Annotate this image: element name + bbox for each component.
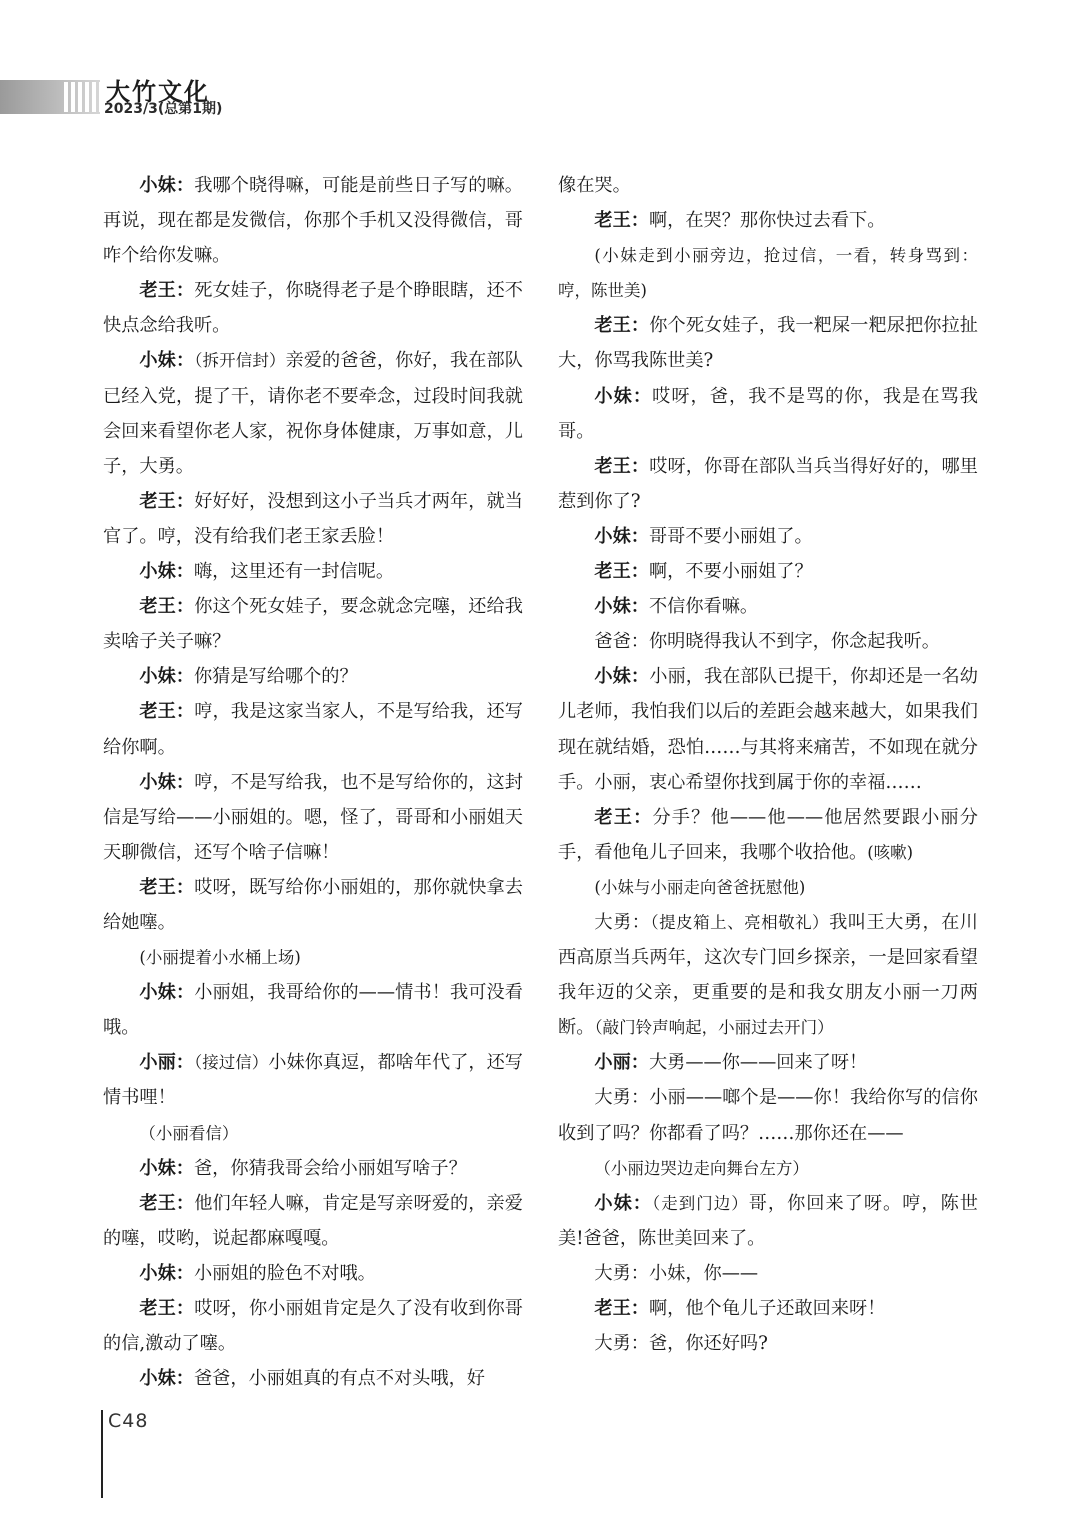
speaker-name: 小丽： <box>594 1052 649 1074</box>
script-paragraph <box>558 379 978 449</box>
script-paragraph <box>103 940 523 975</box>
script-paragraph <box>103 870 523 940</box>
script-paragraph <box>558 1291 978 1326</box>
stage-direction: (小丽提着小水桶上场) <box>139 948 301 968</box>
speaker-name: 爸爸： <box>594 631 649 653</box>
script-paragraph <box>558 519 978 554</box>
speaker-name: 小妹： <box>139 666 194 688</box>
speaker-name: 老王： <box>139 701 195 723</box>
speaker-name: 小妹： <box>594 1192 652 1214</box>
dialogue-text: 分手？他——他——他居然要跟小丽分手，看他龟儿子回来，我哪个收拾他。 <box>558 806 978 863</box>
dialogue-text: 哎呀，你哥在部队当兵当得好好的，哪里惹到你了? <box>558 455 978 512</box>
speaker-name: 老王： <box>139 876 195 898</box>
dialogue-text: 哎呀，既写给你小丽姐的，那你就快拿去给她噻。 <box>103 876 523 933</box>
right-column <box>558 168 978 1361</box>
script-paragraph <box>103 659 523 694</box>
speaker-name: 老王： <box>139 1298 195 1319</box>
page-number: C48 <box>108 1410 149 1432</box>
dialogue-text: 爸，你还好吗? <box>648 1333 768 1355</box>
dialogue-text: 哥哥不要小丽姐了。 <box>648 525 813 547</box>
speaker-name: 小妹： <box>139 350 195 372</box>
script-paragraph <box>103 589 523 659</box>
speaker-name: 老王： <box>594 1298 649 1319</box>
script-paragraph <box>558 1256 978 1291</box>
dialogue-text: 他们年轻人嘛，肯定是写亲呀爱的，亲爱的噻，哎哟，说起都麻嘎嘎。 <box>103 1192 523 1249</box>
speaker-name: 小妹： <box>139 771 195 793</box>
issue-number: 2023/3(总第1期) <box>104 101 223 117</box>
speaker-name: 大勇： <box>594 1333 649 1355</box>
dialogue-text: 你个死女娃子，我一粑屎一粑尿把你拉扯大，你骂我陈世美? <box>558 315 978 372</box>
speaker-name: 小丽： <box>139 1052 194 1074</box>
dialogue-text: 大勇——你——回来了呀！ <box>648 1052 868 1074</box>
dialogue-text: 小丽，我在部队已提干，你却还是一名幼儿老师，我怕我们以后的差距会越来越大，如果我们现在就结婚，恐怕……与其将来痛苦，不如现在就分手。小丽，衷心希望你找到属于你的幸福…… <box>558 666 978 793</box>
speaker-name: 小妹： <box>594 666 650 688</box>
page-number-rule <box>101 1410 103 1498</box>
dialogue-text: 哼，我是这家当家人，不是写给我，还写给你啊。 <box>103 701 523 758</box>
speaker-name: 小妹： <box>139 1262 194 1284</box>
speaker-name: 老王： <box>139 280 195 302</box>
stage-direction: （敲门铃声响起，小丽过去开门） <box>594 1018 834 1038</box>
speaker-name: 大勇： <box>594 911 651 933</box>
stage-direction: （提皮箱上、亮相敬礼） <box>650 912 830 932</box>
dialogue-text: 亲爱的爸爸，你好，我在部队已经入党，提了干，请你老不要牵念，过段时间我就会回来看望你老人家，祝你身体健康，万事如意，儿子，大勇。 <box>103 350 523 477</box>
dialogue-text: 我叫王大勇，在川西高原当兵两年，这次专门回乡探亲，一是回家看望我年迈的父亲，更重要的是和我女朋友小丽一刀两断。 <box>558 911 978 1039</box>
script-paragraph <box>103 484 523 554</box>
dialogue-text: 好好好，没想到这小子当兵才两年，就当官了。哼，没有给我们老王家丢脸！ <box>103 490 523 547</box>
script-paragraph <box>103 765 523 870</box>
script-paragraph <box>558 308 978 378</box>
script-paragraph <box>558 203 978 238</box>
script-paragraph <box>103 343 523 483</box>
dialogue-text: 不信你看嘛。 <box>648 596 759 618</box>
header-stripes <box>64 82 103 112</box>
dialogue-text: 像在哭。 <box>558 175 631 196</box>
script-paragraph <box>103 1151 523 1186</box>
stage-direction: （走到门边） <box>651 1193 749 1213</box>
stage-direction: （小丽边哭边走向舞台左方） <box>594 1158 809 1178</box>
dialogue-text: 嗨，这里还有一封信呢。 <box>193 561 395 583</box>
script-paragraph <box>558 168 978 203</box>
dialogue-text: 小丽姐，我哥给你的——情书！我可没看哦。 <box>103 982 523 1039</box>
script-paragraph <box>103 1116 523 1151</box>
script-paragraph <box>103 1045 523 1115</box>
dialogue-text: 你明晓得我认不到字，你念起我听。 <box>648 631 940 653</box>
script-paragraph <box>558 624 978 659</box>
stage-direction: （拆开信封） <box>194 351 286 371</box>
script-paragraph <box>103 1361 523 1396</box>
speaker-name: 小妹： <box>139 982 195 1004</box>
script-paragraph <box>103 694 523 764</box>
dialogue-text: 小丽姐的脸色不对哦。 <box>193 1262 376 1284</box>
dialogue-text: 哼，不是写给我，也不是写给你的，这封信是写给——小丽姐的。嗯，怪了，哥哥和小丽姐天天聊微信，还写个啥子信嘛！ <box>103 771 523 863</box>
speaker-name: 大勇： <box>594 1262 649 1284</box>
script-paragraph <box>103 168 523 273</box>
dialogue-text: 爸爸，小丽姐真的有点不对头哦，好 <box>193 1368 485 1390</box>
stage-direction: (小妹走到小丽旁边，抢过信，一看，转身骂到：哼，陈世美) <box>558 246 978 301</box>
stage-direction: （小丽看信） <box>139 1123 239 1143</box>
speaker-name: 小妹： <box>139 175 195 196</box>
dialogue-text: 哎呀，你小丽姐肯定是久了没有收到你哥的信,激动了噻。 <box>103 1298 523 1355</box>
speaker-name: 老王： <box>139 1192 195 1214</box>
dialogue-text: 你猜是写给哪个的？ <box>193 666 358 688</box>
speaker-name: 老王： <box>139 490 195 512</box>
dialogue-text: 你这个死女娃子，要念就念完噻，还给我卖啥子关子嘛？ <box>103 596 523 653</box>
script-paragraph <box>103 975 523 1045</box>
speaker-name: 小妹： <box>139 1368 194 1390</box>
dialogue-text: 哥，你回来了呀。哼，陈世美!爸爸，陈世美回来了。 <box>558 1192 978 1249</box>
speaker-name: 大勇： <box>594 1087 650 1109</box>
speaker-name: 小妹： <box>594 525 649 547</box>
script-paragraph <box>558 870 978 905</box>
stage-direction: （接过信） <box>193 1053 269 1073</box>
speaker-name: 老王： <box>594 561 649 583</box>
script-paragraph <box>103 1291 523 1361</box>
left-column <box>103 168 523 1396</box>
script-paragraph <box>558 238 978 308</box>
speaker-name: 老王： <box>594 455 650 477</box>
magazine-title: 大竹文化 <box>106 77 210 106</box>
speaker-name: 老王： <box>594 806 653 828</box>
script-paragraph <box>558 1080 978 1150</box>
script-paragraph <box>558 1186 978 1256</box>
script-paragraph <box>558 554 978 589</box>
dialogue-text: 啊，在哭？那你快过去看下。 <box>648 210 886 232</box>
dialogue-text: 小妹你真逗，都啥年代了，还写情书哩！ <box>103 1052 523 1109</box>
script-paragraph <box>558 589 978 624</box>
script-paragraph <box>558 449 978 519</box>
dialogue-text: 爸，你猜我哥会给小丽姐写啥子？ <box>193 1157 467 1179</box>
script-paragraph <box>558 800 978 870</box>
script-paragraph <box>103 1256 523 1291</box>
speaker-name: 小妹： <box>594 385 653 407</box>
script-paragraph <box>558 659 978 799</box>
script-paragraph <box>558 1045 978 1080</box>
script-paragraph <box>103 554 523 589</box>
dialogue-text: 死女娃子，你晓得老子是个睁眼瞎，还不快点念给我听。 <box>103 280 523 337</box>
script-paragraph <box>103 1186 523 1256</box>
speaker-name: 小妹： <box>139 1157 194 1179</box>
speaker-name: 老王： <box>594 210 649 232</box>
stage-direction: (小妹与小丽走向爸爸抚慰他) <box>594 877 806 897</box>
script-paragraph <box>103 273 523 343</box>
dialogue-text: 啊，他个龟儿子还敢回来呀！ <box>648 1298 886 1319</box>
dialogue-text: 哎呀，爸，我不是骂的你，我是在骂我哥。 <box>558 385 978 442</box>
script-paragraph <box>558 1151 978 1186</box>
speaker-name: 小妹： <box>594 596 649 618</box>
script-paragraph <box>558 905 978 1045</box>
dialogue-text: 小丽——啷个是——你！我给你写的信你收到了吗？你都看了吗？……那你还在—— <box>558 1087 978 1144</box>
dialogue-text: 小妹，你—— <box>648 1262 759 1284</box>
speaker-name: 老王： <box>594 315 650 337</box>
speaker-name: 小妹： <box>139 561 194 583</box>
speaker-name: 老王： <box>139 596 195 618</box>
dialogue-text: 啊，不要小丽姐了？ <box>648 561 813 583</box>
dialogue-text: 我哪个晓得嘛，可能是前些日子写的嘛。再说，现在都是发微信，你那个手机又没得微信，哥咋个给你发嘛。 <box>103 175 523 267</box>
stage-direction: (咳嗽) <box>867 842 914 862</box>
script-paragraph <box>558 1326 978 1361</box>
